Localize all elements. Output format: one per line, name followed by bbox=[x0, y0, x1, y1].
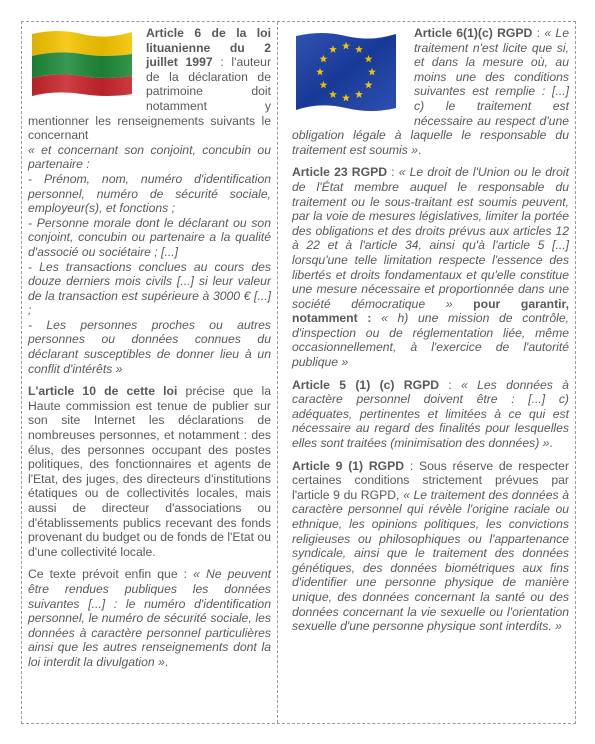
article-6-quote-line: « et concernant son conjoint, concubin ou partenaire : bbox=[28, 142, 271, 172]
article-6-heading: Article 6 de la loi lituanienne du 2 juillet 1997 bbox=[146, 26, 271, 70]
article-6-quote-line: - Les transactions conclues au cours des douze derniers mois civils [...] si leur valeur de la transaction est supérieure à 3000 € [...] ; bbox=[28, 259, 271, 318]
gdpr-article-5 bbox=[292, 378, 569, 451]
closing-quote: « Ne peuvent être rendues publiques les données suivantes [...] : le numéro d'identification personnel, le numéro de sécurité sociale, les données à caractère personnel particulières ainsi que les autres renseignements dont la loi interdit la divulgation » bbox=[28, 567, 271, 669]
gdpr-23-quote: « Le droit de l'Union ou le droit de l'État membre auquel le responsable du traitement ou le sous-traitant est soumis peuvent, par la voie de mesures législatives, limiter la portée des obligations et des droits prévus aux articles 12 à 22 et à l'article 34, ainsi qu'à l'article 5 [...] lorsqu'une telle limitation respecte l'essence des libertés et droits fondamentaux et qu'elle constitue une mesure nécessaire et proportionnée dans une société démocratique » bbox=[292, 165, 569, 311]
gdpr-5-heading: Article 5 (1) (c) RGPD bbox=[292, 377, 439, 392]
gdpr-5-end: . bbox=[549, 436, 553, 451]
gdpr-article-23 bbox=[292, 165, 569, 369]
gdpr-6-sep: : bbox=[532, 26, 545, 40]
gdpr-6-heading: Article 6(1)(c) RGPD bbox=[414, 26, 533, 40]
eu-flag-icon bbox=[292, 28, 400, 114]
gdpr-9-text: : Sous réserve de respecter certaines conditions strictement prévues par l'article 9 du RGPD, bbox=[292, 458, 569, 502]
gdpr-6-end: . bbox=[418, 142, 422, 157]
document-frame bbox=[21, 21, 576, 724]
gdpr-23-heading: Article 23 RGPD bbox=[292, 165, 387, 180]
article-6-quote-line: - Prénom, nom, numéro d'identification personnel, numéro de sécurité sociale, employeur(s), et fonctions ; bbox=[28, 171, 271, 216]
gdpr-5-sep: : bbox=[439, 377, 462, 392]
article-6-quote-line: - Les personnes proches ou autres personnes ou données connues du déclarant susceptibles de donner lieu à un conflit d'intérêts » bbox=[28, 317, 271, 376]
right-column bbox=[278, 22, 575, 723]
closing-end: . bbox=[164, 654, 169, 669]
gdpr-23-quote-2: « h) une mission de contrôle, d'inspection ou de réglementation liée, même occasionnellement, à l'exercice de l'autorité publique » bbox=[292, 311, 569, 370]
gdpr-5-quote: « Les données à caractère personnel doivent être : [...] c) adéquates, pertinentes et limitées à ce qui est nécessaire au regard des finalités pour lesquelles elles sont traitées (minimisation des données) » bbox=[292, 377, 569, 451]
article-10-heading: L'article 10 de cette loi bbox=[28, 384, 178, 399]
gdpr-6-quote: « Le traitement n'est licite que si, et dans la mesure où, au moins une des conditions suivantes est remplie : [...] c) le traitement est nécessaire au respect d'une obligation légale à laquelle le responsable du traitement est soumis » bbox=[292, 26, 569, 157]
gdpr-9-heading: Article 9 (1) RGPD bbox=[292, 458, 405, 473]
left-column bbox=[22, 22, 278, 723]
article-6-text: : l'auteur de la déclaration de patrimoine doit notamment y mentionner les renseignements suivants le concernant bbox=[28, 55, 272, 143]
closing-intro: Ce texte prévoit enfin que : bbox=[28, 567, 194, 582]
article-10-text: précise que la Haute commission est tenue de publier sur son site Internet les déclarations de nombreuses personnes, et notamment : des élus, des personnes occupant des postes politiques, des fonctionnaires et agents de l'Etat, des juges, des directeurs d'institutions étatiques ou de collectivités locales, mais aussi de directeur d'associations ou d'établissements publics recevant des fonds provenant du budget ou de fonds de l'Etat ou d'une collectivité locale. bbox=[28, 384, 271, 559]
lithuania-flag-icon bbox=[28, 28, 136, 98]
gdpr-9-quote: « Le traitement des données à caractère personnel qui révèle l'origine raciale ou ethnique, les opinions politiques, les convictions religieuses ou philosophiques ou l'appartenance syndicale, ainsi que le traitement des données génétiques, des données biométriques aux fins d'identifier une personne physique de manière unique, des données concernant la santé ou des données concernant la vie sexuelle ou l'orientation sexuelle d'une personne physique sont interdits. » bbox=[292, 487, 569, 634]
lithuanian-article-10 bbox=[28, 384, 271, 559]
gdpr-23-sep: : bbox=[387, 165, 399, 180]
lithuanian-closing-paragraph bbox=[28, 567, 271, 669]
gdpr-23-mid: pour garantir, notamment : bbox=[292, 296, 569, 326]
gdpr-article-9 bbox=[292, 459, 569, 634]
article-6-quote-line: - Personne morale dont le déclarant ou son conjoint, concubin ou partenaire a la qualité d'associé ou sociétaire ; [...] bbox=[28, 215, 271, 259]
